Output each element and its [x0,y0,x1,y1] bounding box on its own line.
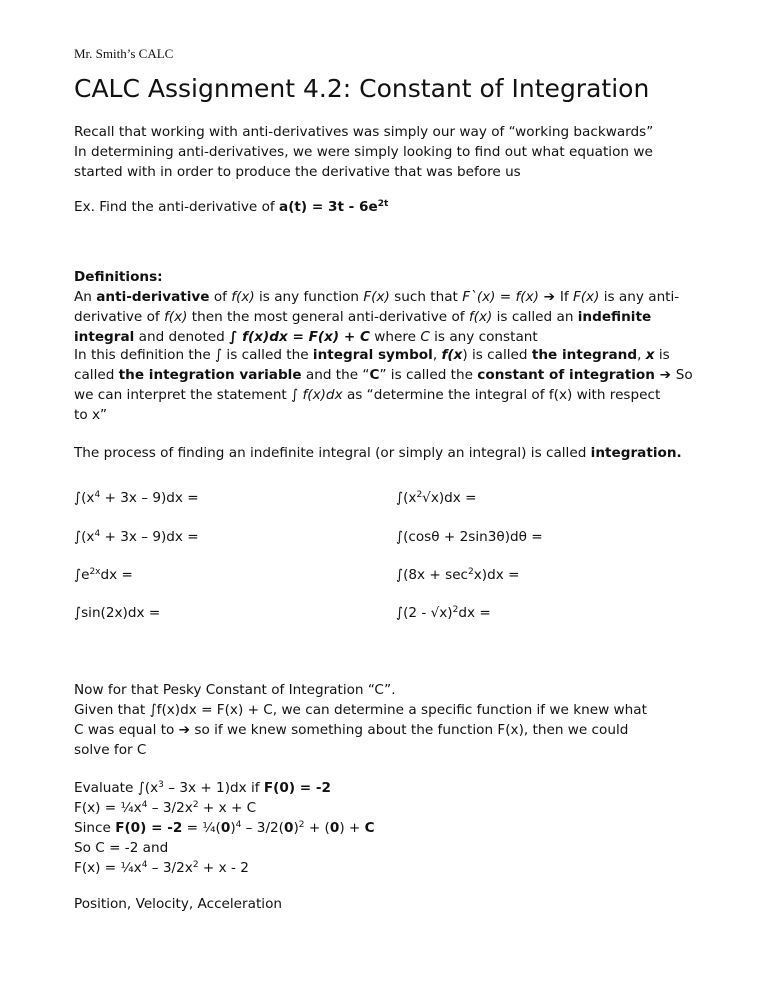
arrow-icon: ➔ [654,367,676,383]
pesky-line: solve for C [74,742,147,758]
evaluate-line: So C = -2 and [74,840,169,856]
example-line [74,197,714,217]
symbols-line: called the integration variable and the “C” is called the constant of integration ➔ So [74,367,693,383]
problem-6: $\int(8x + \sec^2x)dx$ = [396,567,520,583]
process-line: The process of finding an indefinite integral (or simply an integral) is called integration. [74,445,682,461]
pesky-line: Given that ∫f(x)dx = F(x) + C, we can determine a specific function if we knew what [74,702,647,718]
definitions-heading: Definitions: [74,269,163,285]
problem-4: ∫(cosθ + 2sin3θ)dθ = [396,529,543,545]
symbols-line: In this definition the ∫ is called the integral symbol, f(x) is called the integrand, x is [74,347,670,363]
pesky-line: C was equal to ➔ so if we knew something about the function F(x), then we could [74,722,629,738]
symbols-paragraph [74,345,714,425]
problem-3: $\int(x^4 + 3x - 9)dx$ = [74,529,199,545]
evaluate-line: Evaluate $\int(x^3 - 3x + 1)dx$ if F(0) = -2 [74,780,332,796]
arrow-icon: ➔ [538,289,560,305]
symbols-line: to x” [74,407,108,423]
evaluate-line: $F(x) = \frac{1}{4}x^4 - 3/2x^2 + x - 2$ [74,860,249,876]
definitions-section [74,267,714,347]
intro-line: started with in order to produce the derivative that was before us [74,164,521,180]
definition-line: An anti-derivative of f(x) is any function F(x) such that F`(x) = f(x) ➔ If F(x) is any anti- [74,289,680,305]
definition-line: derivative of f(x) then the most general anti-derivative of f(x) is called an indefinite [74,309,652,325]
page-header: Mr. Smith’s CALC [74,46,174,61]
intro-line: In determining anti-derivatives, we were simply looking to find out what equation we [74,144,653,160]
pesky-paragraph [74,680,714,760]
problem-2: $\int(x^2√x)dx$ = [396,490,477,506]
evaluate-line: Since $F(0) = -2 = \frac{1}{4}(0)^4 - 3/2(0)^2 + (0) + C$ [74,820,375,836]
intro-line: Recall that working with anti-derivatives was simply our way of “working backwards” [74,124,654,140]
problem-5: $\int e^{2x}dx$ = [74,567,133,583]
problem-7: ∫sin(2x)dx = [74,605,161,621]
example-prefix: Ex. Find the anti-derivative of [74,199,280,215]
symbols-line: we can interpret the statement ∫ f(x)dx as “determine the integral of f(x) with respect [74,387,661,403]
evaluate-section [74,778,714,878]
page-title: CALC Assignment 4.2: Constant of Integration [74,74,650,103]
evaluate-line: $F(x) = \frac{1}{4}x^4 - 3/2x^2 + x + C$ [74,800,257,816]
section-heading: Position, Velocity, Acceleration [74,896,283,912]
definition-line: integral and denoted ∫ f(x)dx = F(x) + C where C is any constant [74,329,538,345]
example-exponent: 2t [377,199,389,209]
problem-8: ∫(2 - √x)$^2$dx = [396,605,491,621]
problem-1: $\int(x^4 + 3x - 9)dx$ = [74,490,199,506]
example-function: a(t) = 3t - 6e [279,199,378,215]
intro-paragraph [74,122,714,182]
arrow-icon: ➔ [178,722,191,738]
pesky-line: Now for that Pesky Constant of Integration “C”. [74,682,396,698]
